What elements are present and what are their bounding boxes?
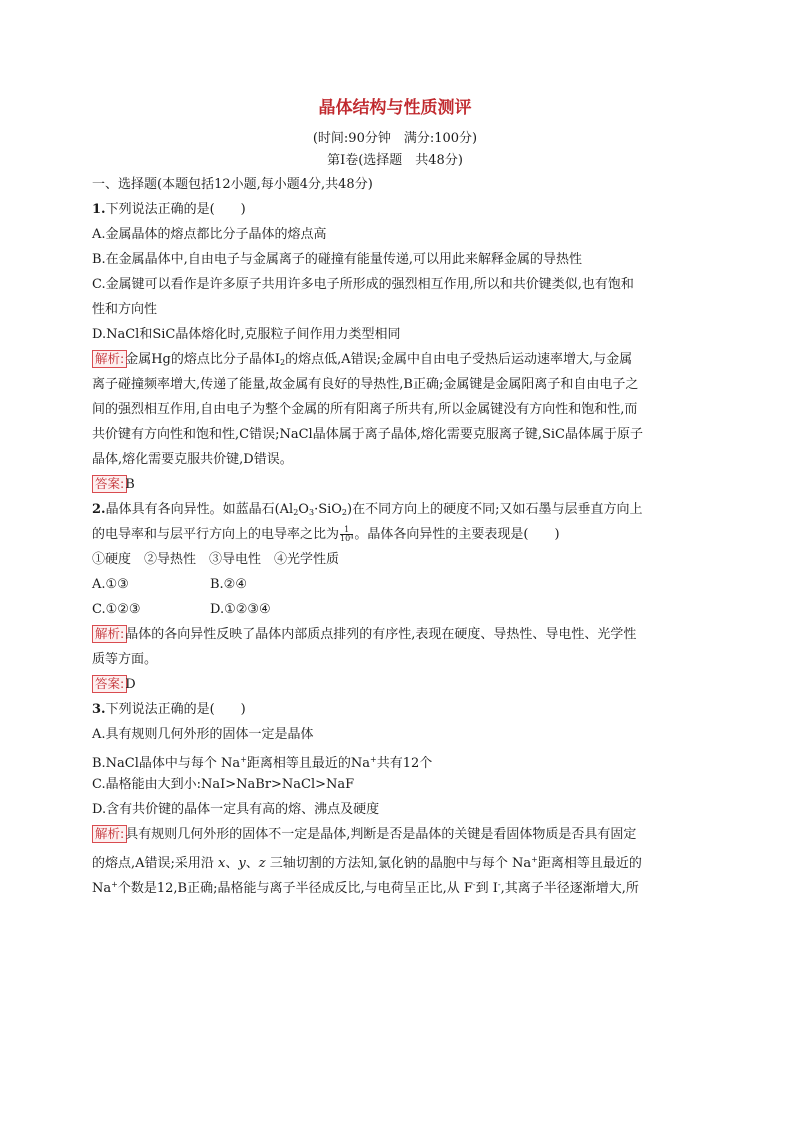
q2-option-a: A.①③ [92,577,129,592]
q1-answer: 答案:B [92,472,698,497]
q1-analysis-line3: 间的强烈相互作用,自由电子为整个金属的所有阳离子所共有,所以金属键没有方向性和饱和性,而 [92,402,638,417]
question-number: 3. [92,702,106,717]
document-page [92,96,698,897]
q1-analysis-line4: 共价键有方向性和饱和性,C错误;NaCl晶体属于离子晶体,熔化需要克服离子键,SiC晶体属于原子 [92,427,643,442]
q3-analysis-line2: 的熔点,A错误;采用沿 x、y、z 三轴切割的方法知,氯化钠的晶胞中与每个 Na+距离相等且最近的 [92,855,642,871]
q2-items: ①硬度 ②导热性 ③导电性 ④光学性质 [92,552,340,567]
q3-option-a: A.具有规则几何外形的固体一定是晶体 [92,727,314,742]
q2-analysis-line1: 解析:晶体的各向异性反映了晶体内部质点排列的有序性,表现在硬度、导热性、导电性、光学性 [92,622,698,647]
analysis-tag: 解析: [92,825,127,843]
q2-option-d: D.①②③④ [210,602,271,617]
q1-analysis-line5: 晶体,熔化需要克服共价键,D错误。 [92,452,293,467]
q1-option-c-line2: 性和方向性 [92,302,158,317]
q2-option-c: C.①②③ [92,602,141,617]
part-title: 第Ⅰ卷(选择题 共48分) [327,153,463,168]
q2-answer: 答案:D [92,672,698,697]
fraction: $\frac{1}{\text{10⁴}}$ [340,525,354,543]
question-2-stem-line2: 的电导率和与层平行方向上的电导率之比为 $\frac{1}{\text{10⁴}}$ 。晶体各向异性的主要表现是( ) [92,525,560,543]
question-number: 1. [92,202,106,217]
q3-analysis-line3: Na+个数是12,B正确;晶格能与离子半径成反比,与电荷呈正比,从 F-到 I-,其离子半径逐渐增大,所 [92,880,639,896]
question-number: 2. [92,502,106,517]
q1-analysis-line2: 离子碰撞频率增大,传递了能量,故金属有良好的导热性,B正确;金属键是金属阳离子和自由电子之 [92,377,639,392]
q2-analysis-line2: 质等方面。 [92,652,158,667]
section-heading: 一、选择题(本题包括12小题,每小题4分,共48分) [92,177,373,192]
q1-analysis-line1: 解析:金属Hg的熔点比分子晶体$I_2$的熔点低,A错误;金属中自由电子受热后运动速率增大,与金属 [92,347,698,372]
q2-options-cd [92,597,698,622]
analysis-tag: 解析: [92,625,127,643]
q3-analysis-line1: 解析:具有规则几何外形的固体不一定是晶体,判断是否是晶体的关键是看固体物质是否具有固定 [92,822,698,847]
q1-option-a: A.金属晶体的熔点都比分子晶体的熔点高 [92,227,327,242]
q1-option-b: B.在金属晶体中,自由电子与金属离子的碰撞有能量传递,可以用此来解释金属的导热性 [92,252,582,267]
q1-option-d: D.NaCl和SiC晶体熔化时,克服粒子间作用力类型相同 [92,327,401,342]
q2-options-ab [92,572,698,597]
answer-tag: 答案: [92,475,127,493]
q3-option-d: D.含有共价键的晶体一定具有高的熔、沸点及硬度 [92,802,380,817]
analysis-tag: 解析: [92,350,127,368]
question-1-stem: 1.下列说法正确的是( ) [92,202,246,217]
answer-tag: 答案: [92,675,127,693]
question-3-stem: 3.下列说法正确的是( ) [92,702,246,717]
q1-option-c-line1: C.金属键可以看作是许多原子共用许多电子所形成的强烈相互作用,所以和共价键类似,也有饱和 [92,277,634,292]
q3-option-b: B.NaCl晶体中与每个 Na+距离相等且最近的Na+共有12个 [92,755,433,771]
time-info: (时间:90分钟 满分:100分) [312,131,478,146]
q2-option-b: B.②④ [210,577,247,592]
question-2-stem-line1: 2.晶体具有各向异性。如蓝晶石$(Al_2O_3\cdot SiO_2)$在不同方向上的硬度不同;又如石墨与层垂直方向上 [92,502,643,517]
q3-option-c: C.晶格能由大到小:NaI>NaBr>NaCl>NaF [92,777,355,792]
document-title: 晶体结构与性质测评 [318,98,472,118]
